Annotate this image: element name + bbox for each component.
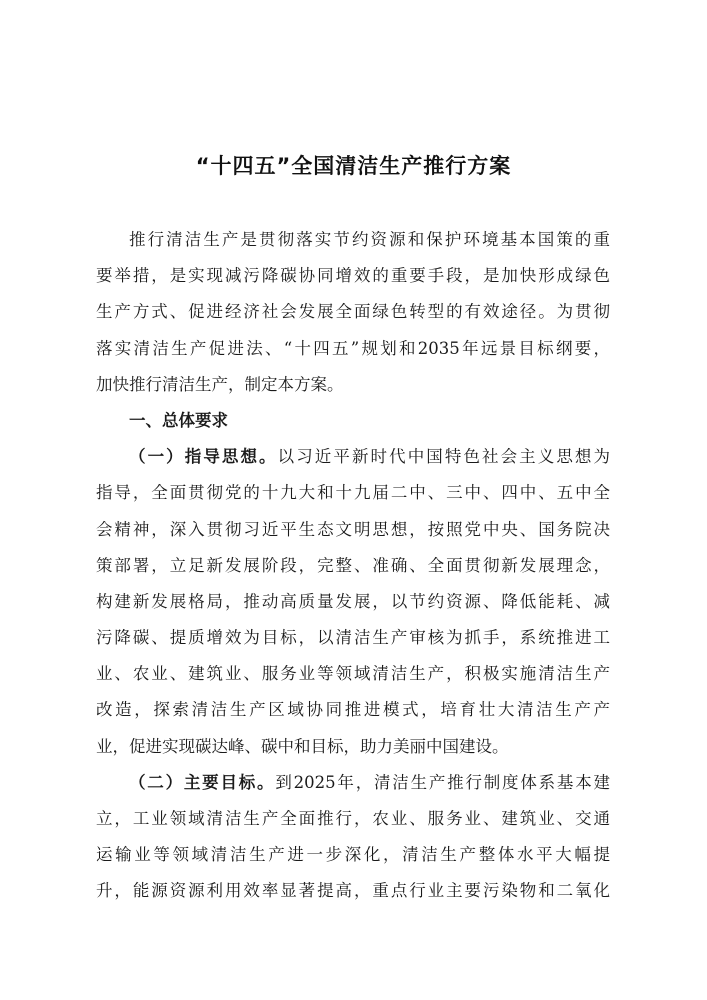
intro-line: 加快推行清洁生产，制定本方案。 [96, 374, 344, 394]
guiding-line: 会精神，深入贯彻习近平生态文明思想，按照党中央、国务院决 [96, 519, 610, 539]
goals-line: 运输业等领域清洁生产进一步深化，清洁生产整体水平大幅提 [96, 845, 610, 865]
goals-label: （二）主要目标。 [129, 772, 276, 792]
guiding-line: 业，促进实现碳达峰、碳中和目标，助力美丽中国建设。 [96, 736, 509, 756]
guiding-line: 策部署，立足新发展阶段，完整、准确、全面贯彻新发展理念， [96, 555, 610, 575]
guiding-line: 改造，探索清洁生产区域协同推进模式，培育壮大清洁生产产 [96, 700, 610, 720]
goals-line: 立，工业领域清洁生产全面推行，农业、服务业、建筑业、交通 [96, 809, 610, 828]
guiding-line: 业、农业、建筑业、服务业等领域清洁生产，积极实施清洁生产 [96, 664, 610, 684]
goals-first-line-text: 到2025年，清洁生产推行制度体系基本建 [275, 772, 611, 792]
document-body [96, 222, 610, 910]
guiding-first-line-text: 以习近平新时代中国特色社会主义思想为 [277, 447, 611, 467]
intro-line: 推行清洁生产是贯彻落实节约资源和保护环境基本国策的重 [129, 230, 610, 249]
goals-first-line [96, 765, 610, 801]
guiding-line: 构建新发展格局，推动高质量发展，以节约资源、降低能耗、减 [96, 591, 610, 611]
intro-line: 要举措，是实现减污降碳协同增效的重要手段，是加快形成绿色 [96, 266, 610, 286]
guiding-first-line [96, 439, 610, 475]
section-heading: 一、总体要求 [129, 410, 228, 430]
guiding-label: （一）指导思想。 [129, 447, 278, 467]
intro-line: 落实清洁生产促进法、“十四五”规划和2035年远景目标纲要， [96, 338, 610, 358]
intro-line: 生产方式、促进经济社会发展全面绿色转型的有效途径。为贯彻 [96, 302, 610, 322]
goals-line: 升，能源资源利用效率显著提高，重点行业主要污染物和二氧化 [96, 881, 610, 901]
guiding-line: 指导，全面贯彻党的十九大和十九届二中、三中、四中、五中全 [96, 483, 610, 503]
document-title: “十四五”全国清洁生产推行方案 [195, 154, 512, 178]
guiding-line: 污降碳、提质增效为目标，以清洁生产审核为抓手，系统推进工 [96, 628, 610, 648]
